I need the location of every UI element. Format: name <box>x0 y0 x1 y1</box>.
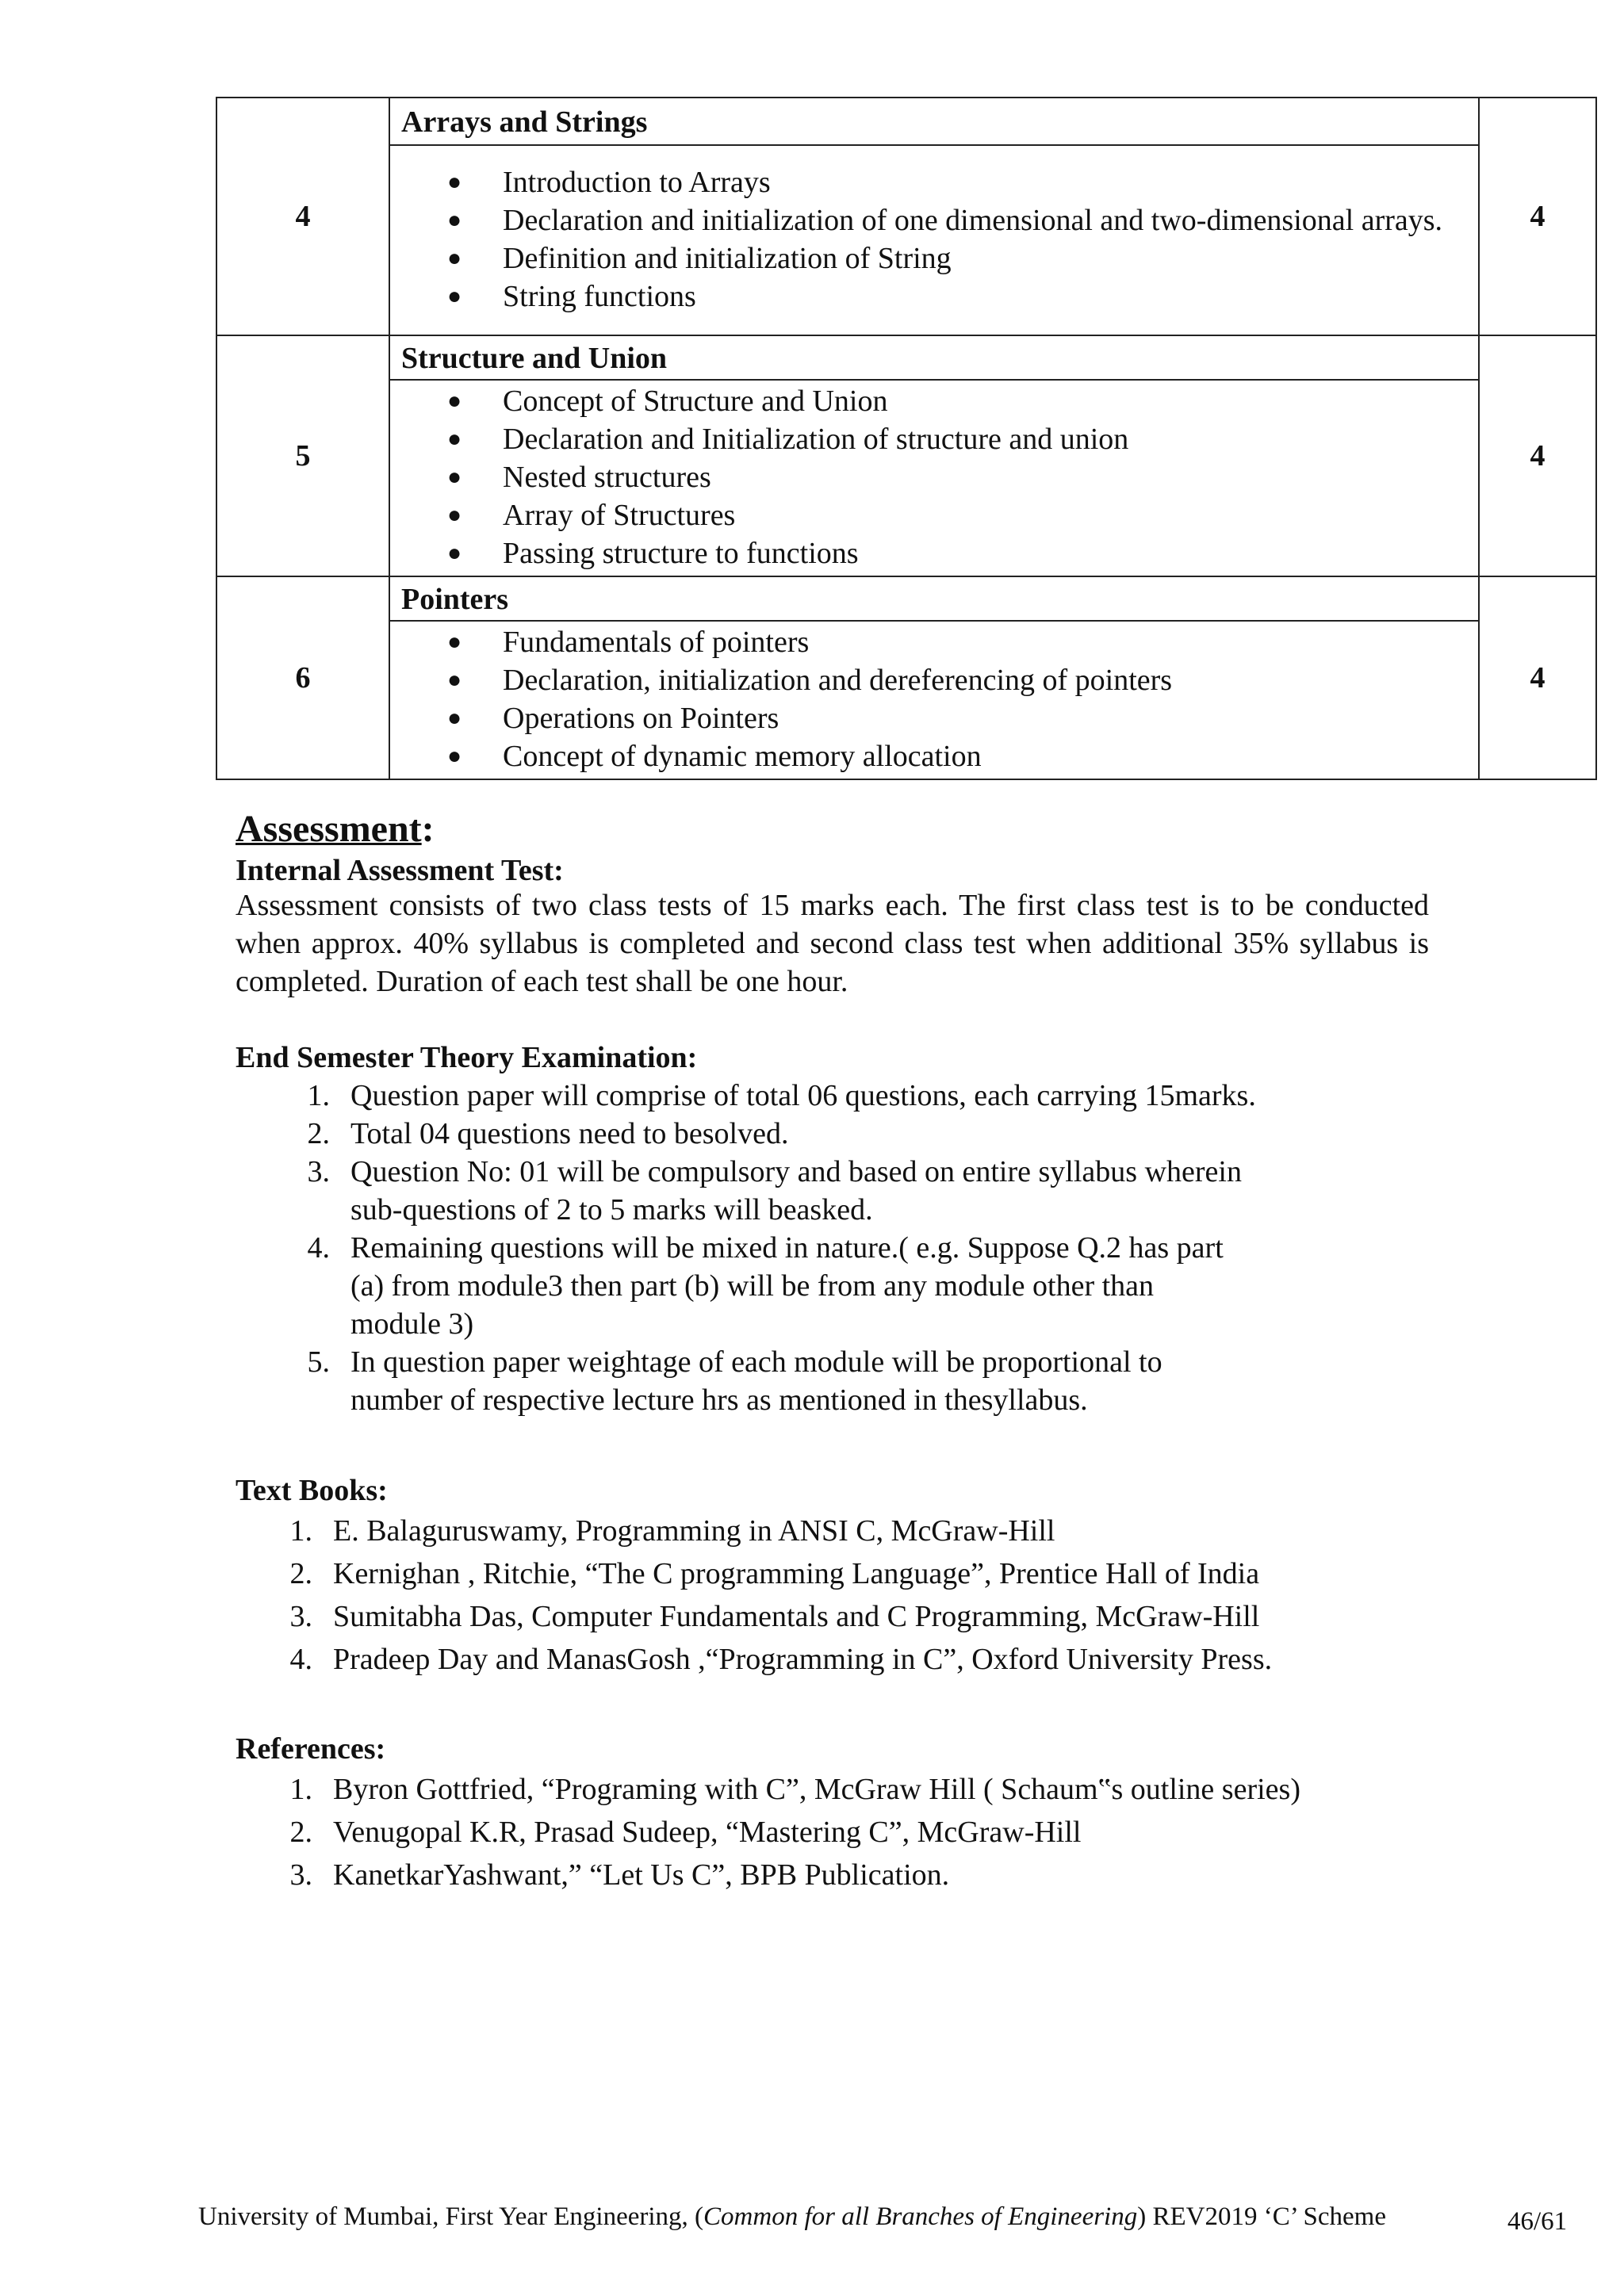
topic-item <box>390 382 1446 420</box>
list-text: Kernighan , Ritchie, “The C programming Language”, Prentice Hall of India <box>333 1557 1260 1590</box>
list-number: 1. <box>289 1773 312 1806</box>
list-text: Question No: 01 will be compulsory and based on entire syllabus wherein <box>350 1155 1242 1188</box>
list-text: Sumitabha Das, Computer Fundamentals and C Programming, McGraw-Hill <box>333 1600 1260 1633</box>
topic-text: String functions <box>503 280 696 313</box>
list-text: number of respective lecture hrs as mentioned in thesyllabus. <box>350 1383 1088 1417</box>
list-item <box>307 1115 1461 1153</box>
bullet-icon: ● <box>447 169 462 195</box>
module-row-topics <box>216 145 1596 335</box>
list-number: 3. <box>289 1858 312 1892</box>
list-item <box>289 1552 1459 1595</box>
module-hours: 4 <box>1479 98 1596 335</box>
topic-item <box>390 201 1446 239</box>
references-heading: References: <box>236 1732 386 1766</box>
topic-text: Concept of dynamic memory allocation <box>503 740 982 773</box>
list-number: 1. <box>289 1514 312 1548</box>
topic-text: Declaration and initialization of one dimensional and two-dimensional arrays. <box>503 204 1443 237</box>
module-hours: 4 <box>1479 576 1596 779</box>
bullet-icon: ● <box>447 502 462 528</box>
internal-assessment-heading: Internal Assessment Test: <box>236 854 564 887</box>
bullet-icon: ● <box>447 629 462 655</box>
bullet-icon: ● <box>447 540 462 566</box>
topic-text: Fundamentals of pointers <box>503 626 810 659</box>
internal-assessment-text: Assessment consists of two class tests of 15 marks each. The first class test is to be conducted when approx. 40% syllabus is completed and second class test when additional 35% syllabus is completed. Duration of each test shall be one hour. <box>236 889 1429 998</box>
bullet-icon: ● <box>447 464 462 490</box>
end-semester-list <box>307 1077 1461 1419</box>
list-item <box>289 1595 1459 1638</box>
list-text: Question paper will comprise of total 06 questions, each carrying 15marks. <box>350 1079 1256 1112</box>
topic-text: Declaration, initialization and dereferencing of pointers <box>503 664 1173 697</box>
list-text: KanetkarYashwant,” “Let Us C”, BPB Publication. <box>333 1858 950 1892</box>
module-title: Arrays and Strings <box>389 98 1479 145</box>
list-item <box>307 1343 1461 1419</box>
module-hours: 4 <box>1479 335 1596 576</box>
list-item <box>289 1811 1459 1854</box>
list-item <box>289 1768 1459 1811</box>
text-books-heading: Text Books: <box>236 1474 388 1507</box>
assessment-heading-colon: : <box>421 808 435 850</box>
list-text: Remaining questions will be mixed in nature.( e.g. Suppose Q.2 has part <box>350 1231 1224 1265</box>
module-topics <box>389 380 1479 576</box>
list-text: Total 04 questions need to besolved. <box>350 1117 789 1150</box>
topic-item <box>390 420 1446 458</box>
bullet-icon: ● <box>447 207 462 233</box>
module-number: 4 <box>216 98 389 335</box>
list-number: 2. <box>289 1816 312 1849</box>
list-text: Byron Gottfried, “Programing with C”, McGraw Hill ( Schaum‟s outline series) <box>333 1773 1300 1806</box>
list-item <box>289 1510 1459 1552</box>
bullet-icon: ● <box>447 667 462 693</box>
module-number: 5 <box>216 335 389 576</box>
topic-text: Passing structure to functions <box>503 537 859 570</box>
list-item <box>307 1077 1461 1115</box>
bullet-icon: ● <box>447 245 462 271</box>
module-row-title <box>216 98 1596 145</box>
module-number: 6 <box>216 576 389 779</box>
topic-text: Definition and initialization of String <box>503 242 952 275</box>
topic-item <box>390 277 1446 316</box>
topic-item <box>390 239 1446 277</box>
topic-text: Concept of Structure and Union <box>503 385 888 418</box>
page-number: 46/61 <box>1507 2207 1568 2236</box>
bullet-icon: ● <box>447 705 462 731</box>
list-item <box>307 1153 1461 1229</box>
topic-item <box>390 699 1446 737</box>
footer-text: ) REV2019 ‘C’ Scheme <box>1137 2202 1386 2231</box>
list-number: 3. <box>307 1155 330 1188</box>
list-number: 4. <box>307 1231 330 1265</box>
list-number: 5. <box>307 1345 330 1379</box>
topic-item <box>390 163 1446 201</box>
module-row-title <box>216 576 1596 621</box>
topic-text: Nested structures <box>503 461 711 494</box>
bullet-icon: ● <box>447 388 462 414</box>
syllabus-table <box>216 97 1597 780</box>
list-number: 1. <box>307 1079 330 1112</box>
topic-text: Operations on Pointers <box>503 702 779 735</box>
list-text: module 3) <box>350 1307 474 1341</box>
list-text: In question paper weightage of each module will be proportional to <box>350 1345 1162 1379</box>
topic-text: Array of Structures <box>503 499 736 532</box>
topic-item <box>390 661 1446 699</box>
bullet-icon: ● <box>447 426 462 452</box>
list-text: (a) from module3 then part (b) will be from any module other than <box>350 1269 1155 1303</box>
module-title: Structure and Union <box>389 335 1479 380</box>
module-row-topics <box>216 380 1596 576</box>
assessment-heading <box>236 806 435 853</box>
footer-italic-text: Common for all Branches of Engineering <box>703 2202 1138 2231</box>
bullet-icon: ● <box>447 743 462 769</box>
list-text: sub-questions of 2 to 5 marks will beasked. <box>350 1193 873 1226</box>
list-item <box>307 1229 1461 1343</box>
topic-item <box>390 737 1446 775</box>
list-number: 2. <box>289 1557 312 1590</box>
topic-item <box>390 458 1446 496</box>
list-number: 2. <box>307 1117 330 1150</box>
module-topics <box>389 621 1479 779</box>
topic-text: Declaration and Initialization of structure and union <box>503 423 1129 456</box>
list-item <box>289 1854 1459 1896</box>
list-text: Venugopal K.R, Prasad Sudeep, “Mastering C”, McGraw-Hill <box>333 1816 1082 1849</box>
module-topics <box>389 145 1479 335</box>
topic-item <box>390 623 1446 661</box>
references-list <box>289 1768 1459 1896</box>
module-row-title <box>216 335 1596 380</box>
page-footer <box>198 2201 1386 2233</box>
bullet-icon: ● <box>447 283 462 309</box>
module-row-topics <box>216 621 1596 779</box>
list-item <box>289 1638 1459 1681</box>
module-title: Pointers <box>389 576 1479 621</box>
list-text: E. Balaguruswamy, Programming in ANSI C, McGraw-Hill <box>333 1514 1055 1548</box>
list-number: 3. <box>289 1600 312 1633</box>
assessment-heading-text: Assessment <box>236 808 422 850</box>
topic-text: Introduction to Arrays <box>503 166 771 199</box>
list-text: Pradeep Day and ManasGosh ,“Programming in C”, Oxford University Press. <box>333 1643 1273 1676</box>
topic-item <box>390 534 1446 572</box>
end-semester-heading: End Semester Theory Examination: <box>236 1041 698 1074</box>
text-books-list <box>289 1510 1459 1681</box>
footer-text: University of Mumbai, First Year Engineering, ( <box>198 2202 704 2231</box>
topic-item <box>390 496 1446 534</box>
list-number: 4. <box>289 1643 312 1676</box>
